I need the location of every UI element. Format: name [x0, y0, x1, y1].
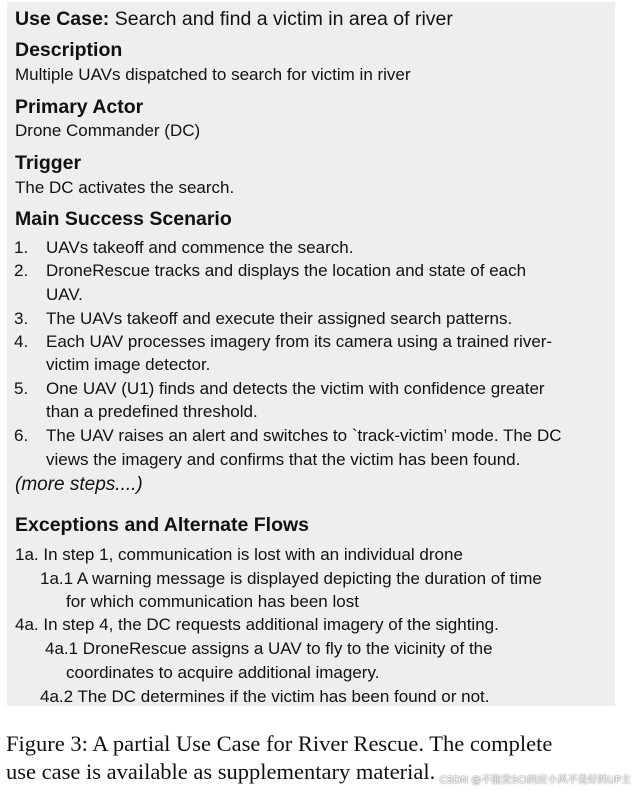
- exceptions-heading: Exceptions and Alternate Flows: [15, 514, 310, 536]
- use-case-label: Use Case:: [15, 8, 110, 30]
- use-case-title: Search and find a victim in area of river: [114, 8, 453, 30]
- step-text-continued: UAV.: [46, 285, 83, 304]
- exception-subitem-continued: coordinates to acquire additional imagery.: [66, 663, 380, 682]
- step-number: 4.: [14, 332, 29, 351]
- exception-subitem: 1a.1 A warning message is displayed depicting the duration of time: [40, 569, 542, 588]
- use-case-title-row: [15, 8, 453, 31]
- step-number: 5.: [14, 379, 29, 398]
- step-number: 6.: [14, 426, 29, 445]
- step-number: 1.: [14, 238, 29, 257]
- trigger-heading: Trigger: [15, 152, 82, 174]
- step-text: The UAVs takeoff and execute their assigned search patterns.: [46, 309, 513, 328]
- step-text-continued: than a predefined threshold.: [46, 402, 258, 421]
- step-number: 3.: [14, 309, 29, 328]
- primary-actor-heading: Primary Actor: [15, 96, 144, 118]
- step-number: 2.: [14, 261, 29, 280]
- step-text: One UAV (U1) finds and detects the victim with confidence greater: [46, 379, 545, 398]
- description-heading: Description: [15, 39, 123, 61]
- step-text: DroneRescue tracks and displays the location and state of each: [46, 261, 527, 280]
- trigger-text: The DC activates the search.: [15, 178, 235, 197]
- watermark: CSDN @不能发SCI的应小风不是好的UP主: [439, 775, 631, 786]
- description-text: Multiple UAVs dispatched to search for victim in river: [15, 65, 411, 84]
- more-steps-note: (more steps....): [15, 474, 143, 495]
- primary-actor-text: Drone Commander (DC): [15, 121, 201, 140]
- use-case-panel: [7, 2, 615, 706]
- step-text: UAVs takeoff and commence the search.: [46, 238, 354, 257]
- step-text-continued: views the imagery and confirms that the victim has been found.: [46, 450, 521, 469]
- exception-subitem-continued: for which communication has been lost: [66, 592, 359, 611]
- step-text: The UAV raises an alert and switches to `track-victim’ mode. The DC: [46, 426, 562, 445]
- step-text: Each UAV processes imagery from its camera using a trained river-: [46, 332, 553, 351]
- exception-subitem: 4a.2 The DC determines if the victim has been found or not.: [40, 687, 490, 706]
- caption-line: Figure 3: A partial Use Case for River Rescue. The complete: [6, 731, 553, 756]
- exception-item: 1a. In step 1, communication is lost with an individual drone: [15, 545, 463, 564]
- main-success-heading: Main Success Scenario: [15, 208, 232, 230]
- step-text-continued: victim image detector.: [46, 355, 211, 374]
- exception-subitem: 4a.1 DroneRescue assigns a UAV to fly to the vicinity of the: [45, 639, 493, 658]
- caption-line: use case is available as supplementary material.: [6, 759, 436, 784]
- exception-item: 4a. In step 4, the DC requests additional imagery of the sighting.: [15, 615, 499, 634]
